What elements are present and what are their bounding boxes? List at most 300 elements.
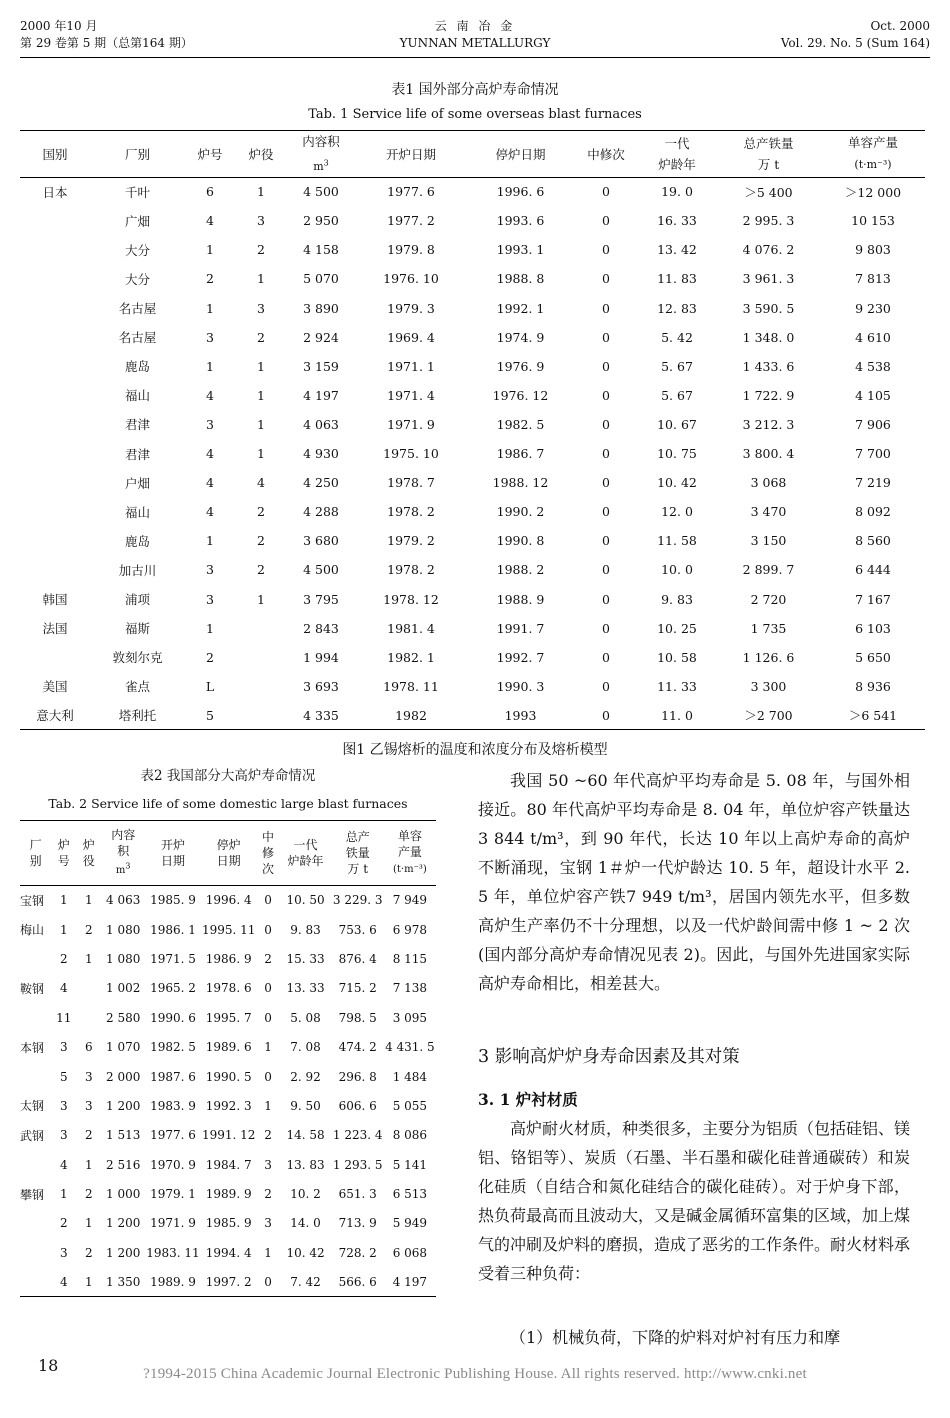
table1-cell: 10. 42 [657, 475, 697, 491]
table1-cell: 6 [206, 184, 214, 200]
table2-cell: 1 [84, 1275, 93, 1290]
t1-col-campaign: 炉役 [248, 146, 274, 162]
t2-h-camp-1: 炉 [82, 838, 95, 852]
table2-cell: 651. 3 [338, 1187, 377, 1202]
table1-cell: 0 [602, 329, 610, 345]
table2-cell: 1994. 4 [205, 1245, 252, 1260]
table1-cell: 1988. 12 [492, 475, 549, 491]
table1-cell: 2 [257, 242, 265, 258]
table1-cell: 4 610 [855, 329, 891, 345]
table1-row [20, 672, 925, 701]
table1-cell: 加古川 [118, 562, 157, 578]
table1-cell: 4 [257, 475, 265, 491]
table1-cell: 6 444 [855, 562, 891, 578]
table1-cell: 0 [602, 446, 610, 462]
table2-cell: 14. 58 [286, 1128, 325, 1143]
table2-cell: 5 [59, 1069, 68, 1084]
table2-cell: 4 197 [392, 1275, 428, 1290]
figure1-caption: 图1 乙锡熔析的温度和浓度分布及熔析模型 [342, 742, 608, 758]
t2-col-plant [20, 821, 51, 886]
table1-row [20, 497, 925, 526]
table1-cell: 君津 [124, 417, 150, 433]
table2-cell: 1 002 [106, 981, 141, 996]
table1-cell [20, 206, 90, 235]
t1-col-unit-output-label: 单容产量 [847, 135, 898, 151]
table1-cell: 1992. 7 [496, 649, 545, 665]
t1-col-output-label: 总产铁量 [743, 135, 794, 151]
t1-col-country: 国别 [42, 146, 68, 162]
table1-cell: 大分 [124, 271, 150, 287]
table2-cell: 15. 33 [286, 951, 325, 966]
table1-cell: 韩国 [42, 592, 68, 608]
table1-row [20, 294, 925, 323]
table2-row [20, 1003, 436, 1032]
table1-cell: 2 [257, 504, 265, 520]
table1-cell: 1 [206, 533, 214, 549]
table1-cell: 0 [602, 271, 610, 287]
table1-cell: 1992. 1 [496, 300, 545, 316]
table2-cell: 0 [264, 1275, 272, 1290]
table2-cell: 2 [59, 951, 68, 966]
table1-cell: 1 [206, 300, 214, 316]
table1-cell: 5. 42 [661, 329, 693, 345]
table2-cell: 8 086 [392, 1128, 428, 1143]
table2-cell: 5 949 [392, 1216, 428, 1231]
table1-cell: 0 [602, 184, 610, 200]
t1-col-unit-output-unit: (t·m⁻³) [854, 158, 892, 172]
table1-cell: 浦项 [124, 592, 150, 608]
table1-cell [20, 235, 90, 264]
table2 [20, 820, 436, 1297]
table2-cell: 本钢 [20, 1040, 45, 1055]
table2-cell: 1997. 2 [205, 1275, 252, 1290]
table2-cell: 296. 8 [338, 1069, 377, 1084]
table1-cell: ＞6 541 [848, 708, 898, 724]
table1-cell: 1971. 4 [387, 387, 435, 403]
table1-cell: 1 [257, 387, 265, 403]
table1-cell: 11. 33 [657, 678, 697, 694]
table2-cell: 715. 2 [338, 981, 377, 996]
table2-cell: 1 200 [106, 1098, 141, 1113]
header-issue-en: Vol. 29. No. 5 (Sum 164) [780, 36, 930, 50]
table2-row [20, 1179, 436, 1208]
table1-row [20, 323, 925, 352]
table2-cell: 4 [59, 1157, 68, 1172]
table2-cell: 1991. 12 [201, 1128, 256, 1143]
table2-cell: 5 141 [392, 1157, 428, 1172]
table2-cell: 3 [84, 1069, 93, 1084]
table1-row [20, 381, 925, 410]
table1-cell: 3 300 [750, 678, 787, 694]
table2-cell: 474. 2 [338, 1040, 377, 1055]
table1-cell: 10. 75 [657, 446, 697, 462]
table1-cell [235, 643, 287, 672]
table2-cell: 1987. 6 [150, 1069, 196, 1084]
table2-cell: 1 [264, 1245, 272, 1260]
table2-cell: 3 [84, 1098, 93, 1113]
table1-cell: 法国 [42, 621, 68, 637]
table1-cell: 5. 67 [661, 387, 693, 403]
table1-cell: 1 [257, 591, 265, 607]
table2-cell: 1996. 4 [205, 893, 252, 908]
table1-cell: 5. 67 [661, 358, 693, 374]
table2-cell: 4 431. 5 [385, 1040, 435, 1055]
table1-cell [20, 497, 90, 526]
table1-cell: 3 890 [303, 300, 339, 316]
table1-cell: 1976. 9 [496, 358, 545, 374]
table1-cell: 4 105 [855, 387, 891, 403]
table1-cell: 0 [602, 591, 610, 607]
table1-cell: 4 [206, 387, 214, 403]
table1-row [20, 468, 925, 497]
header-date-en: Oct. 2000 [870, 19, 930, 33]
t2-h-plant-2: 别 [29, 854, 42, 868]
table2-cell: 11 [56, 1010, 72, 1025]
table1-cell: 2 [257, 329, 265, 345]
table2-row [20, 974, 436, 1003]
t1-col-volume-label: 内容积 [302, 134, 340, 149]
table1-cell [20, 555, 90, 584]
table1-cell: 7 700 [855, 446, 891, 462]
table1-cell: 0 [602, 533, 610, 549]
table1-cell [235, 701, 287, 730]
table2-cell: 1 [59, 922, 68, 937]
table2-cell: 1986. 1 [150, 922, 196, 937]
table1-cell: 1978. 7 [387, 475, 435, 491]
table2-cell [20, 944, 51, 973]
t2-h-out-2: 铁量 [345, 846, 370, 860]
table2-cell: 1989. 6 [205, 1040, 252, 1055]
table1-cell: 0 [602, 649, 610, 665]
table1-row [20, 643, 925, 672]
table1-body [20, 177, 925, 730]
table2-cell: 1 484 [392, 1069, 428, 1084]
t2-col-no [51, 821, 76, 886]
table2-cell: 宝钢 [20, 893, 45, 908]
table1-cell: 0 [602, 416, 610, 432]
table1-cell: 1996. 6 [496, 184, 545, 200]
table1-cell: 1 722. 9 [742, 387, 795, 403]
table1-cell: 1 433. 6 [742, 358, 795, 374]
table1-cell: 8 560 [855, 533, 891, 549]
t2-col-volume [101, 821, 145, 886]
table1-cell: 2 [206, 649, 214, 665]
table2-cell: 1 293. 5 [332, 1157, 383, 1172]
t2-h-no-1: 炉 [57, 838, 70, 852]
table1-cell: 1 348. 0 [742, 329, 795, 345]
t2-h-life-2: 炉龄年 [287, 854, 324, 868]
table2-cell: 3 [264, 1157, 272, 1172]
table2-cell: 2 580 [106, 1010, 141, 1025]
t2-col-start [145, 821, 201, 886]
table1-cell: 4 538 [855, 358, 891, 374]
table1-row [20, 701, 925, 730]
table1-cell: 1 [206, 358, 214, 374]
table1-cell: 2 [206, 271, 214, 287]
table2-cell: 3 [59, 1128, 68, 1143]
table1-cell: 1993 [504, 707, 537, 723]
table1-cell: 4 [206, 475, 214, 491]
table2-cell: 1971. 9 [150, 1216, 196, 1231]
t2-h-stop-1: 停炉 [216, 838, 241, 852]
t2-h-vol-unit: $m^3$ [115, 861, 131, 877]
table1-cell: 4 [206, 446, 214, 462]
table1-caption-en: Tab. 1 Service life of some overseas blast furnaces [308, 107, 642, 122]
table2-cell: 1 513 [106, 1128, 141, 1143]
table2-cell [20, 1003, 51, 1032]
table2-cell: 13. 33 [286, 981, 325, 996]
table1-cell [20, 323, 90, 352]
table2-cell: 1982. 5 [150, 1040, 196, 1055]
t1-col-output [716, 131, 821, 178]
table2-cell: 9. 83 [290, 922, 321, 937]
t2-h-vol-1: 内容 [111, 827, 136, 842]
table1-cell: 1982. 5 [496, 416, 545, 432]
table2-cell: 13. 83 [286, 1157, 325, 1172]
table1-row [20, 177, 925, 206]
table2-cell: 5. 08 [290, 1010, 321, 1025]
table2-cell: 1983. 11 [146, 1245, 200, 1260]
table2-caption-en: Tab. 2 Service life of some domestic large blast furnaces [48, 796, 408, 811]
t1-col-start: 开炉日期 [385, 146, 436, 162]
table1-cell: 1979. 3 [387, 300, 435, 316]
table1-cell: 雀点 [124, 679, 150, 695]
table2-cell: 1986. 9 [205, 951, 252, 966]
table1-cell: 1977. 2 [387, 213, 435, 229]
table2-cell: 1 223. 4 [332, 1128, 383, 1143]
table1-cell: 塔利托 [118, 708, 157, 724]
table2-cell: 0 [264, 1010, 272, 1025]
table1-cell: 4 197 [303, 387, 339, 403]
table2-cell: 3 229. 3 [332, 893, 383, 908]
table1-cell: 10. 25 [657, 620, 697, 636]
table2-cell: 1 200 [106, 1216, 141, 1231]
table1-cell: 5 [206, 707, 214, 723]
table1-cell: 1978. 2 [387, 562, 435, 578]
table1-cell: 0 [602, 213, 610, 229]
table2-cell: 4 063 [106, 893, 141, 908]
table2-cell: 鞍钢 [20, 981, 45, 996]
table2-cell [20, 1062, 51, 1091]
t1-col-volume [287, 131, 355, 178]
table1-cell: 3 [206, 562, 214, 578]
t1-col-volume-unit: $m^3$ [313, 158, 329, 173]
table2-cell: 2 [264, 1128, 272, 1143]
running-header [20, 18, 930, 56]
table2-cell: 9. 50 [290, 1098, 321, 1113]
table2-cell: 1992. 3 [205, 1098, 252, 1113]
table2-cell: 6 [84, 1040, 93, 1055]
table1-cell: 3 [257, 300, 265, 316]
table2-cell: 0 [264, 1069, 272, 1084]
page-number: 18 [38, 1356, 59, 1375]
table2-cell [20, 1209, 51, 1238]
table2-row [20, 1121, 436, 1150]
table1-cell: 4 076. 2 [742, 242, 795, 258]
table1-cell: 7 219 [855, 475, 891, 491]
section-3-heading: 3 影响高炉炉身寿命因素及其对策 [478, 1047, 740, 1067]
table2-cell: 1978. 6 [205, 981, 252, 996]
table2-cell: 10. 2 [290, 1187, 321, 1202]
t2-h-out-1: 总产 [345, 830, 370, 844]
header-right [781, 18, 930, 52]
t1-col-stop: 停炉日期 [495, 146, 546, 162]
table1-cell: 1 126. 6 [742, 649, 795, 665]
table1-cell: 4 335 [303, 707, 339, 723]
table2-row [20, 1150, 436, 1179]
table2-cell: 1 080 [106, 951, 141, 966]
table1-row [20, 439, 925, 468]
table1-cell: 1988. 2 [496, 562, 545, 578]
table2-cell: 3 [59, 1245, 68, 1260]
table1-cell: 广畑 [124, 213, 150, 229]
table1-cell: 3 150 [750, 533, 787, 549]
t1-col-repairs: 中修次 [587, 146, 625, 162]
table2-cell: 713. 9 [338, 1216, 377, 1231]
table1-cell: 君津 [124, 446, 150, 462]
table1-cell: 1 [206, 242, 214, 258]
table2-cell: 798. 5 [338, 1010, 377, 1025]
t2-col-output [332, 821, 384, 886]
table1-cell: 1 [206, 620, 214, 636]
table1-cell: 1978. 12 [383, 591, 439, 607]
table2-cell: 566. 6 [338, 1275, 377, 1290]
table2-cell: 606. 6 [338, 1098, 377, 1113]
table1-cell: 1 [257, 416, 265, 432]
table1-cell: 1971. 1 [387, 358, 435, 374]
table1-cell: 2 [257, 533, 265, 549]
table1-cell: 福斯 [124, 621, 150, 637]
t2-h-life-1: 一代 [293, 838, 318, 852]
table2-cell: 2 000 [106, 1069, 141, 1084]
table1-cell: 1974. 9 [496, 329, 545, 345]
t2-h-rep-1: 中 [262, 830, 275, 844]
table1-cell: 7 813 [855, 271, 891, 287]
table1-cell: 2 950 [303, 213, 339, 229]
table1-cell: 1978. 11 [383, 678, 439, 694]
t2-h-vol-2: 积 [117, 843, 130, 858]
table1-row [20, 584, 925, 613]
t1-col-unit-output [821, 131, 925, 178]
table2-row [20, 944, 436, 973]
table1-cell: 1982. 1 [387, 649, 435, 665]
table2-row [20, 1209, 436, 1238]
table2-cell: 728. 2 [338, 1245, 377, 1260]
table1-cell: 日本 [42, 184, 68, 200]
table1-cell: 0 [602, 242, 610, 258]
table2-cell: 1983. 9 [150, 1098, 196, 1113]
table2-cell: 1 070 [106, 1040, 141, 1055]
table1-cell [20, 352, 90, 381]
table2-cell [20, 1150, 51, 1179]
t2-h-unit-1: 单容 [397, 829, 422, 843]
t2-h-no-2: 号 [57, 854, 70, 868]
table2-cell: 1 [59, 1187, 68, 1202]
table2-cell: 2 [59, 1216, 68, 1231]
t2-h-start-1: 开炉 [160, 838, 185, 852]
table1-cell: 3 [257, 213, 265, 229]
t2-h-camp-2: 役 [82, 854, 95, 868]
table1-cell: 16. 33 [657, 213, 697, 229]
table1-cell: 意大利 [36, 708, 74, 724]
t2-col-repairs [257, 821, 280, 886]
t2-h-unit-2: 产量 [397, 845, 422, 859]
table1-cell: 7 906 [855, 416, 891, 432]
table1-cell: 户畑 [124, 475, 150, 491]
table1-cell: 11. 83 [657, 271, 697, 287]
table2-cell: 1 200 [106, 1245, 141, 1260]
table2-cell: 1971. 5 [150, 951, 196, 966]
table1-cell: 1976. 10 [383, 271, 439, 287]
table2-cell: 6 978 [392, 922, 428, 937]
table2-cell [20, 1238, 51, 1267]
t2-col-life [279, 821, 331, 886]
table2-cell: 2 [84, 922, 93, 937]
table1-cell: 5 650 [855, 649, 891, 665]
table1-cell: 3 068 [750, 475, 787, 491]
table2-cell: 1 [84, 1216, 93, 1231]
table2-cell: 1965. 2 [150, 981, 196, 996]
table1-cell [20, 410, 90, 439]
t2-h-plant-1: 厂 [29, 838, 42, 852]
table1-cell: 1 [257, 446, 265, 462]
table1-cell: 0 [602, 300, 610, 316]
table2-cell: 4 [59, 981, 68, 996]
table2-cell: 5 055 [392, 1098, 428, 1113]
table1-row [20, 206, 925, 235]
table1-cell: ＞2 700 [744, 708, 793, 724]
table2-cell: 10. 50 [286, 893, 325, 908]
table1-cell: 1976. 12 [492, 387, 549, 403]
t2-h-start-2: 日期 [160, 854, 185, 868]
table2-cell: 3 [59, 1040, 68, 1055]
table1-cell: 3 680 [303, 533, 339, 549]
table2-cell: 1990. 5 [205, 1069, 252, 1084]
table1-cell: 1977. 6 [387, 184, 435, 200]
table2-cell: 1995. 7 [205, 1010, 252, 1025]
paragraph-lining-material: 高炉耐火材质，种类很多，主要分为铝质（包括硅铝、镁铝、铬铝等）、炭质（石墨、半石墨和碳化硅普通碳砖）和炭化硅质（自结合和氮化硅结合的碳化硅砖）。对于炉身下部，热负荷最高而且波动大，又是碱金属循环富集的区域，加上煤气的冲刷及炉料的磨损，造成了恶劣的工作条件。耐火材料承受着三种负荷： [478, 1119, 911, 1283]
table1-cell: 12. 0 [661, 504, 693, 520]
table2-cell: 2 [264, 951, 272, 966]
table2-cell: 1970. 9 [150, 1157, 196, 1172]
table1-cell: ＞12 000 [844, 184, 902, 200]
table2-row [20, 1062, 436, 1091]
table2-caption-cn: 表2 我国部分大高炉寿命情况 [140, 768, 316, 784]
table2-cell: 3 095 [392, 1010, 428, 1025]
table1-cell: 鹿岛 [124, 533, 150, 549]
table2-cell: 1 350 [106, 1275, 141, 1290]
table1-row [20, 526, 925, 555]
table1-cell: 3 159 [303, 358, 339, 374]
table1-cell: 1 735 [750, 620, 787, 636]
table2-header-row [20, 821, 436, 886]
header-date-cn: 2000 年10 月 [20, 19, 98, 33]
table2-row [20, 1238, 436, 1267]
table2-cell: 6 513 [392, 1187, 428, 1202]
t2-col-unit-output [384, 821, 436, 886]
table1-cell: 3 [206, 329, 214, 345]
table1-cell: 1993. 1 [496, 242, 545, 258]
table1-cell: 3 693 [303, 678, 339, 694]
table2-cell: 1 [84, 1157, 93, 1172]
table1-cell: 7 167 [855, 591, 891, 607]
paragraph-mechanical-load: （1）机械负荷，下降的炉料对炉衬有压力和摩 [510, 1328, 841, 1347]
table2-cell: 7 949 [392, 893, 428, 908]
table1-row [20, 235, 925, 264]
table1-cell: 11. 0 [661, 707, 693, 723]
table1-cell: 3 795 [303, 591, 339, 607]
table1-cell: 1988. 9 [496, 591, 545, 607]
